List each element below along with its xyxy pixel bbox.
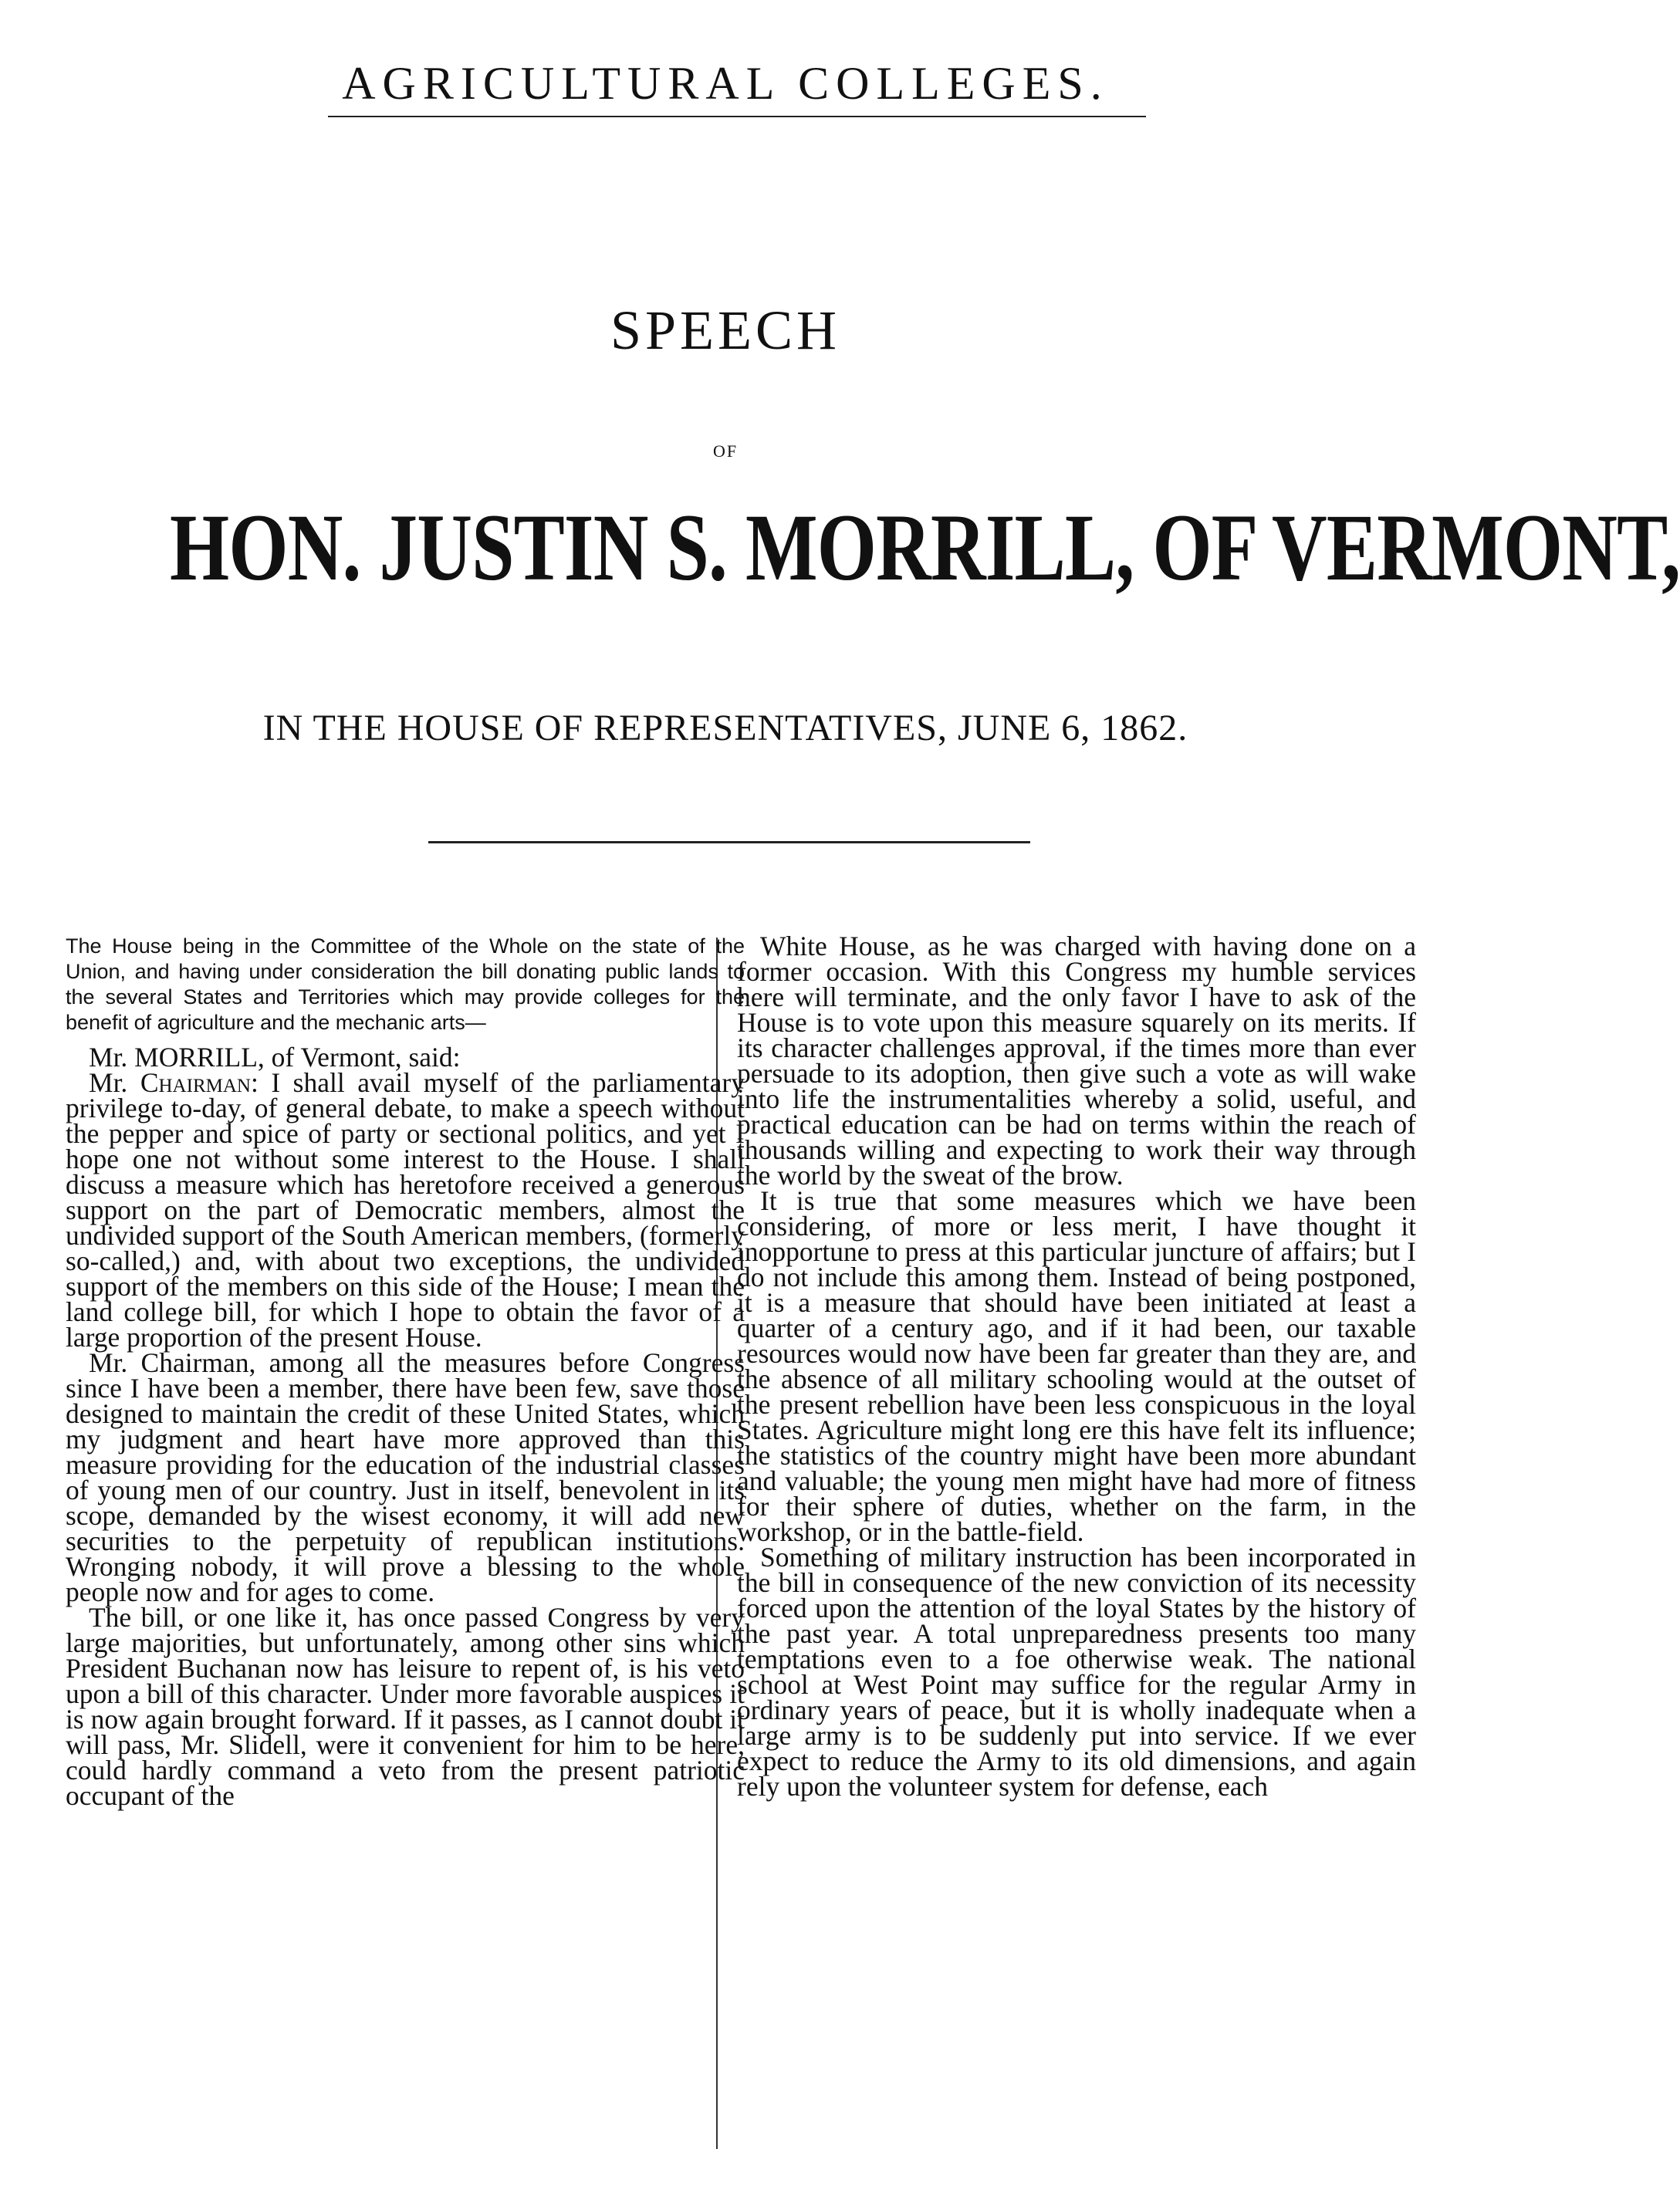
venue-date: IN THE HOUSE OF REPRESENTATIVES, JUNE 6, 1862.	[262, 708, 1188, 748]
right-column	[737, 931, 1416, 1802]
header-rule	[328, 116, 1146, 117]
left-column	[66, 934, 745, 1809]
paragraph: The bill, or one like it, has once passed Congress by very large majorities, but unfortunately, among other sins which President Buchanan now has leisure to repent of, is his veto upon a bill of this character. Under more favorable auspices it is now again brought forward. If it passes, as I cannot doubt it will pass, Mr. Slidell, were it convenient for him to be here, could hardly command a veto from the present patriotic occupant of the	[66, 1602, 745, 1811]
paragraph-text: : I shall avail myself of the parliamentary privilege to-day, of general debate, to make a speech without the pepper and spice of party or sectional politics, and yet I hope one not without some interest to the House. I shall discuss a measure which has heretofore received a generous support on the part of Democratic members, almost the undivided support of the South American members, (formerly so-called,) and, with about two exceptions, the undivided support of the members on this side of the House; I mean the land college bill, for which I hope to obtain the favor of a large proportion of the present House.	[66, 1067, 745, 1353]
running-head: AGRICULTURAL COLLEGES.	[342, 58, 1109, 109]
paragraph	[66, 1067, 745, 1353]
paragraph-prefix: Mr.	[89, 1067, 140, 1098]
preamble: The House being in the Committee of the Whole on the state of the Union, and having under consideration the bill donating public lands to the several States and Territories which may provide colleges for the benefit of agriculture and the mechanic arts—	[66, 934, 745, 1034]
address-term: Chairman	[140, 1067, 251, 1098]
paragraph: Something of military instruction has been incorporated in the bill in consequence of the new conviction of its necessity forced upon the attention of the loyal States by the history of the past year. A total unpreparedness presents too many temptations even to a foe otherwise weak. The national school at West Point may suffice for the regular Army in ordinary years of peace, but it is wholly inadequate when a large army is to be suddenly put into service. If we ever expect to reduce the Army to its old dimensions, and again rely upon the volunteer system for defense, each	[737, 1542, 1416, 1802]
speaker-name: HON. JUSTIN S. MORRILL, OF VERMONT,	[170, 495, 1680, 600]
title-connector: OF	[712, 441, 739, 461]
speaker-intro: Mr. MORRILL, of Vermont, said:	[89, 1042, 461, 1073]
document-title: SPEECH	[610, 299, 841, 361]
section-rule	[428, 841, 1030, 843]
paragraph: White House, as he was charged with having done on a former occasion. With this Congress my humble services here will terminate, and the only favor I have to ask of the House is to vote upon this measure squarely on its merits. If its character challenges approval, if the times more than ever persuade to its adoption, then give such a vote as will wake into life the instrumentalities whereby a solid, useful, and practical education can be had on terms within the reach of thousands willing and expecting to work their way through the world by the sweat of the brow.	[737, 931, 1416, 1191]
paragraph: Mr. Chairman, among all the measures before Congress since I have been a member, there have been few, save those designed to maintain the credit of these United States, which my judgment and heart have more approved than this measure providing for the education of the industrial classes of young men of our country. Just in itself, benevolent in its scope, demanded by the wisest economy, it will add new securities to the perpetuity of republican institutions. Wronging nobody, it will prove a blessing to the whole people now and for ages to come.	[66, 1347, 745, 1607]
paragraph: It is true that some measures which we have been considering, of more or less merit, I have thought it inopportune to press at this particular juncture of affairs; but I do not include this among them. Instead of being postponed, it is a measure that should have been initiated at least a quarter of a century ago, and if it had been, our taxable resources would now have been far greater than they are, and the absence of all military schooling would at the outset of the present rebellion have been less conspicuous in the loyal States. Agriculture might long ere this have felt its influence; the statistics of the country might have been more abundant and valuable; the young men might have had more of fitness for their sphere of duties, whether on the farm, in the workshop, or in the battle-field.	[737, 1185, 1416, 1547]
